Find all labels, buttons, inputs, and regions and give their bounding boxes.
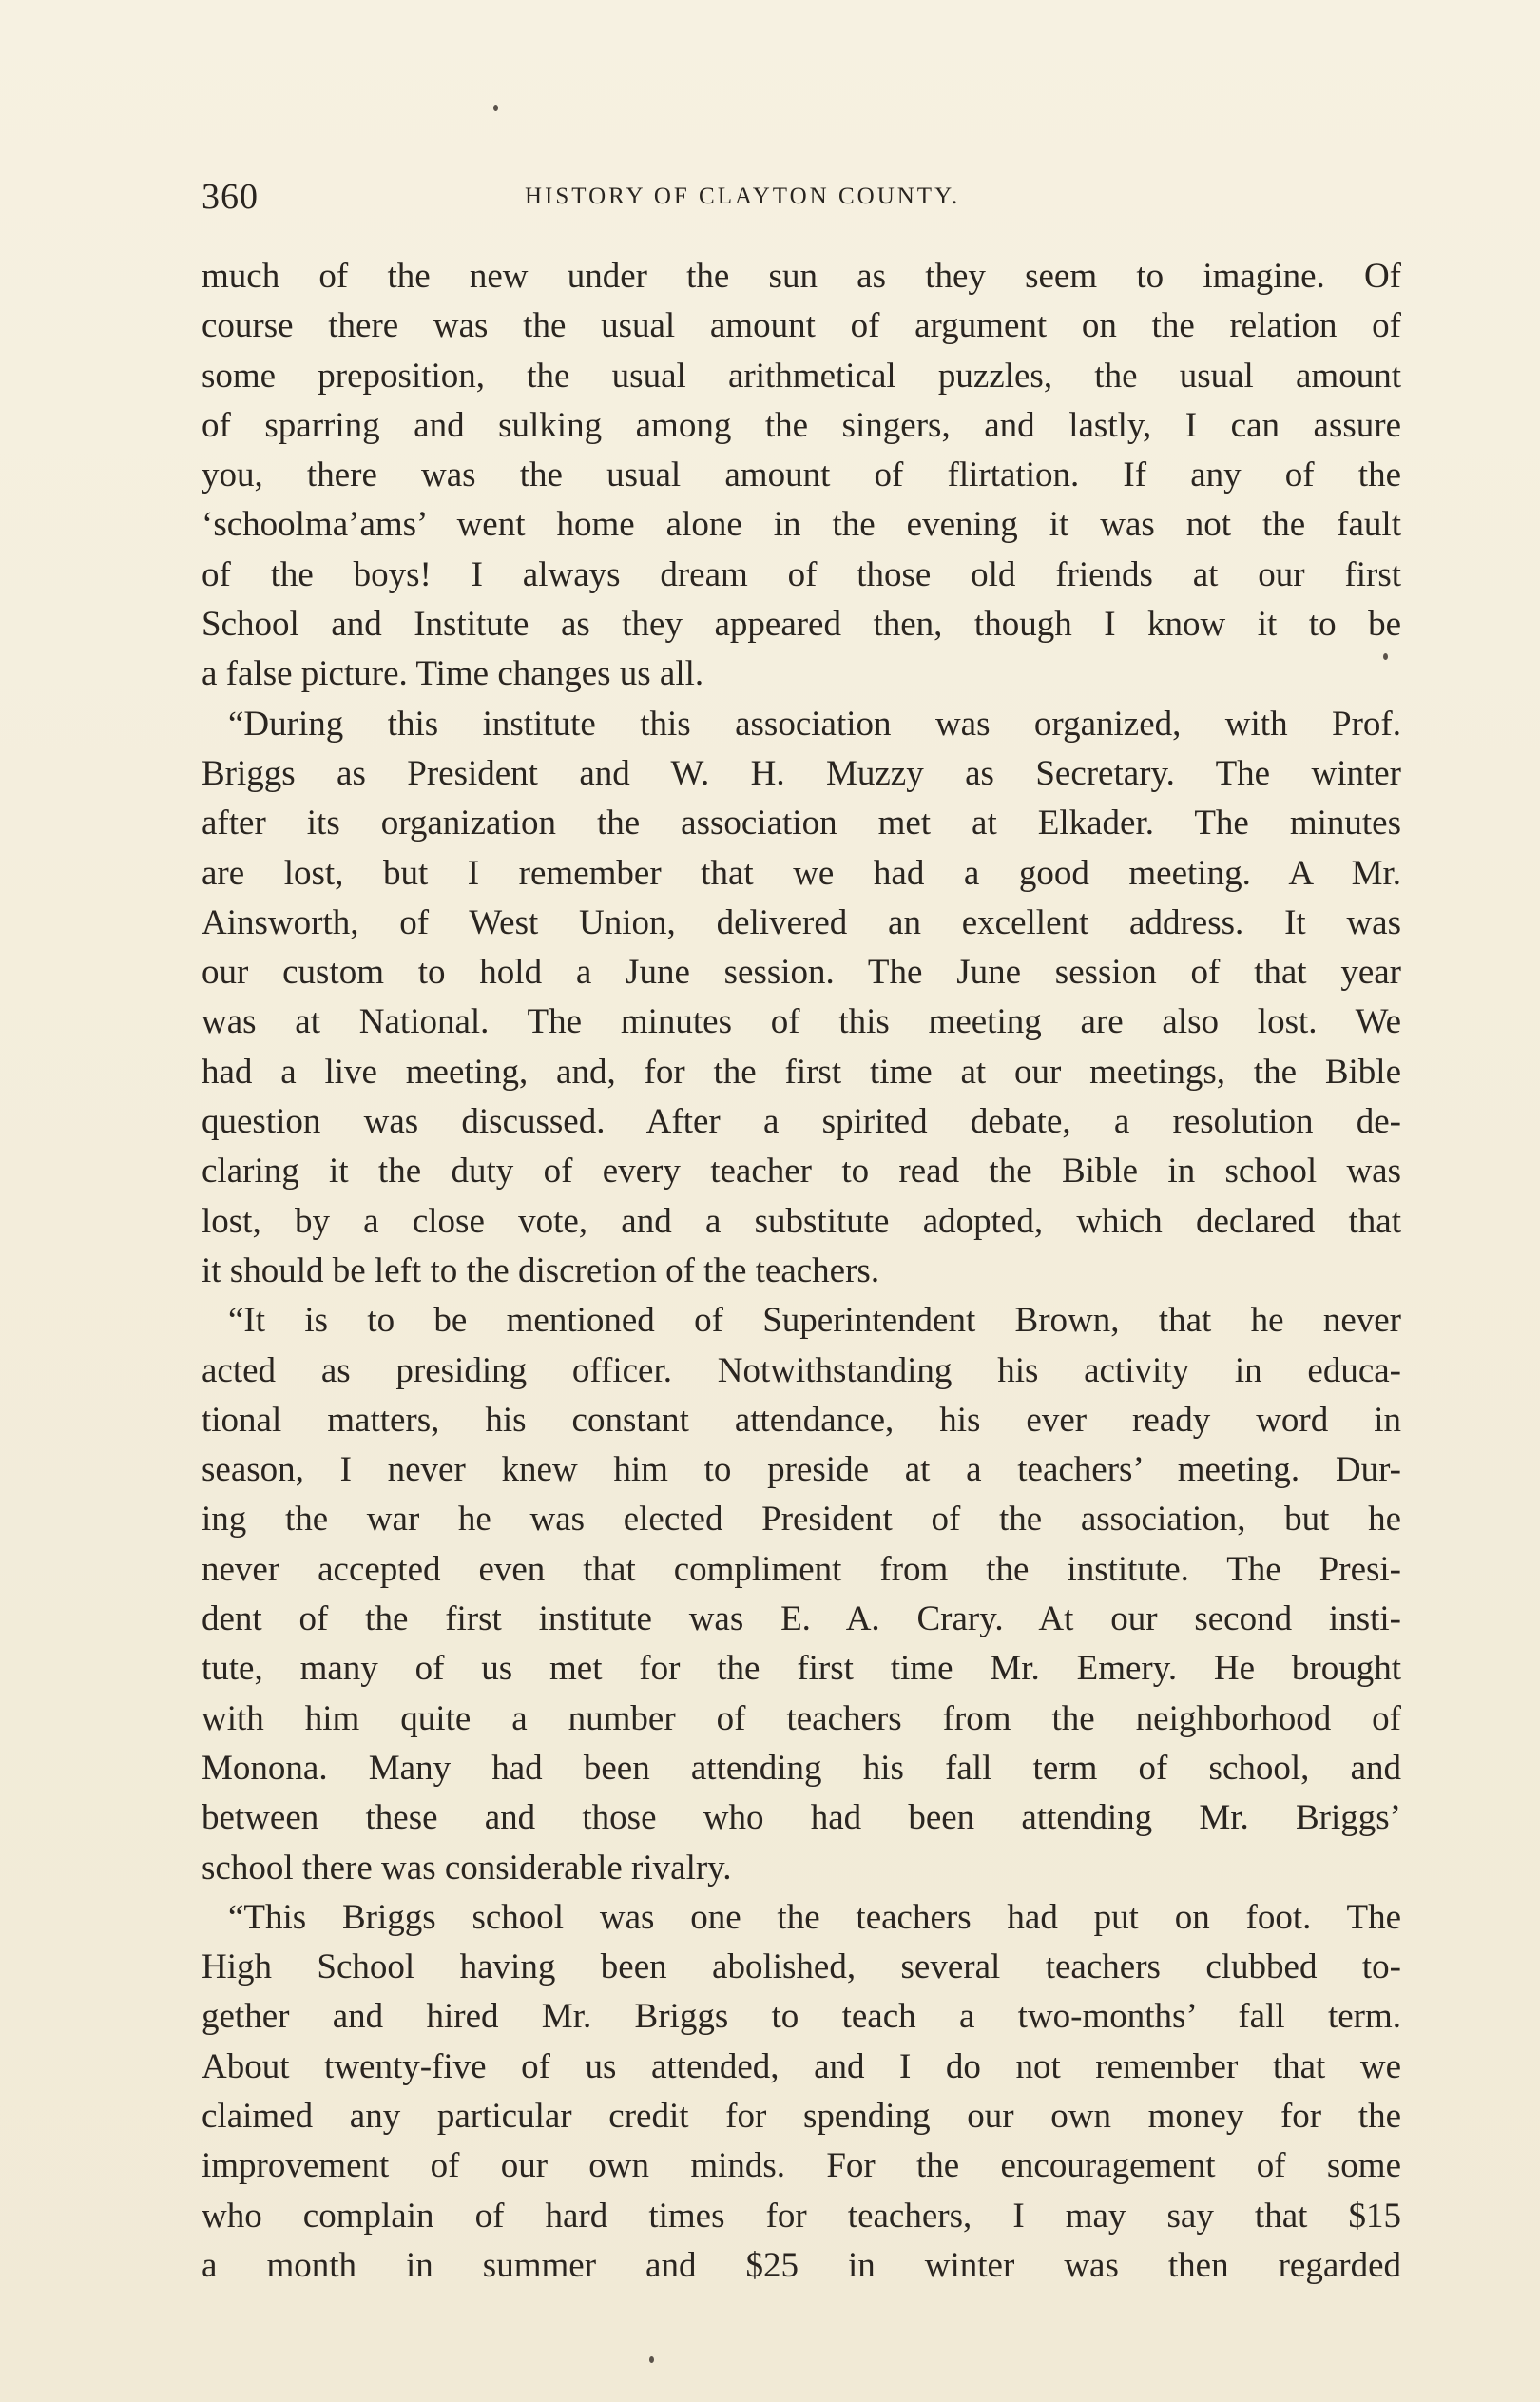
text-line: after its organization the association met at Elkader. The minutes [202,804,1401,843]
text-line: was at National. The minutes of this meeting are also lost. We [202,1002,1401,1042]
print-speck [493,105,498,111]
print-speck [649,2356,654,2363]
text-line: “This Briggs school was one the teachers had put on foot. The [228,1897,1401,1937]
text-line: question was discussed. After a spirited debate, a resolution de- [202,1102,1401,1142]
text-line: school there was considerable rivalry. [202,1848,732,1888]
body-text [202,252,1401,2291]
text-line: our custom to hold a June session. The June session of that year [202,953,1401,993]
page-number: 360 [202,177,259,217]
text-line: a month in summer and $25 in winter was then regarded [202,2245,1401,2285]
text-line: some preposition, the usual arithmetical puzzles, the usual amount [202,356,1401,396]
text-line: improvement of our own minds. For the encouragement of some [202,2146,1401,2186]
text-line: School and Institute as they appeared then, though I know it to be [202,605,1401,645]
text-line: gether and hired Mr. Briggs to teach a two-months’ fall term. [202,1997,1401,2037]
running-title: HISTORY OF CLAYTON COUNTY. [525,184,961,209]
text-line: with him quite a number of teachers from the neighborhood of [202,1698,1401,1738]
text-line: between these and those who had been attending Mr. Briggs’ [202,1798,1401,1838]
text-line: claimed any particular credit for spending our own money for the [202,2096,1401,2136]
text-line: tional matters, his constant attendance, his ever ready word in [202,1400,1401,1440]
text-line: you, there was the usual amount of flirtation. If any of the [202,455,1401,495]
text-line: High School having been abolished, several teachers clubbed to- [202,1947,1401,1987]
text-line: season, I never knew him to preside at a teachers’ meeting. Dur- [202,1450,1401,1490]
text-line: “During this institute this association was organized, with Prof. [228,704,1401,744]
text-line: dent of the first institute was E. A. Crary. At our second insti- [202,1599,1401,1639]
text-line: much of the new under the sun as they seem to imagine. Of [202,257,1401,296]
text-line: had a live meeting, and, for the first time at our meetings, the Bible [202,1052,1401,1092]
text-line: of the boys! I always dream of those old friends at our first [202,554,1401,594]
text-line: About twenty-five of us attended, and I do not remember that we [202,2046,1401,2086]
print-speck [1383,653,1388,660]
text-line: lost, by a close vote, and a substitute adopted, which declared that [202,1201,1401,1241]
text-line: Ainsworth, of West Union, delivered an excellent address. It was [202,902,1401,942]
text-line: never accepted even that compliment from the institute. The Presi- [202,1549,1401,1589]
text-line: a false picture. Time changes us all. [202,654,704,694]
running-header [202,176,1390,223]
text-line: course there was the usual amount of argument on the relation of [202,306,1401,346]
text-line: of sparring and sulking among the singers, and lastly, I can assure [202,405,1401,445]
text-line: who complain of hard times for teachers, I may say that $15 [202,2196,1401,2236]
text-line: tute, many of us met for the first time Mr. Emery. He brought [202,1649,1401,1689]
text-line: claring it the duty of every teacher to read the Bible in school was [202,1152,1401,1191]
text-line: ing the war he was elected President of the association, but he [202,1500,1401,1540]
text-line: Briggs as President and W. H. Muzzy as Secretary. The winter [202,753,1401,793]
text-line: it should be left to the discretion of the teachers. [202,1250,880,1290]
text-line: Monona. Many had been attending his fall term of school, and [202,1748,1401,1788]
text-line: “It is to be mentioned of Superintendent Brown, that he never [228,1301,1401,1341]
text-line: acted as presiding officer. Notwithstanding his activity in educa- [202,1350,1401,1390]
text-line: are lost, but I remember that we had a good meeting. A Mr. [202,853,1401,893]
text-line: ‘schoolma’ams’ went home alone in the evening it was not the fault [202,505,1401,545]
